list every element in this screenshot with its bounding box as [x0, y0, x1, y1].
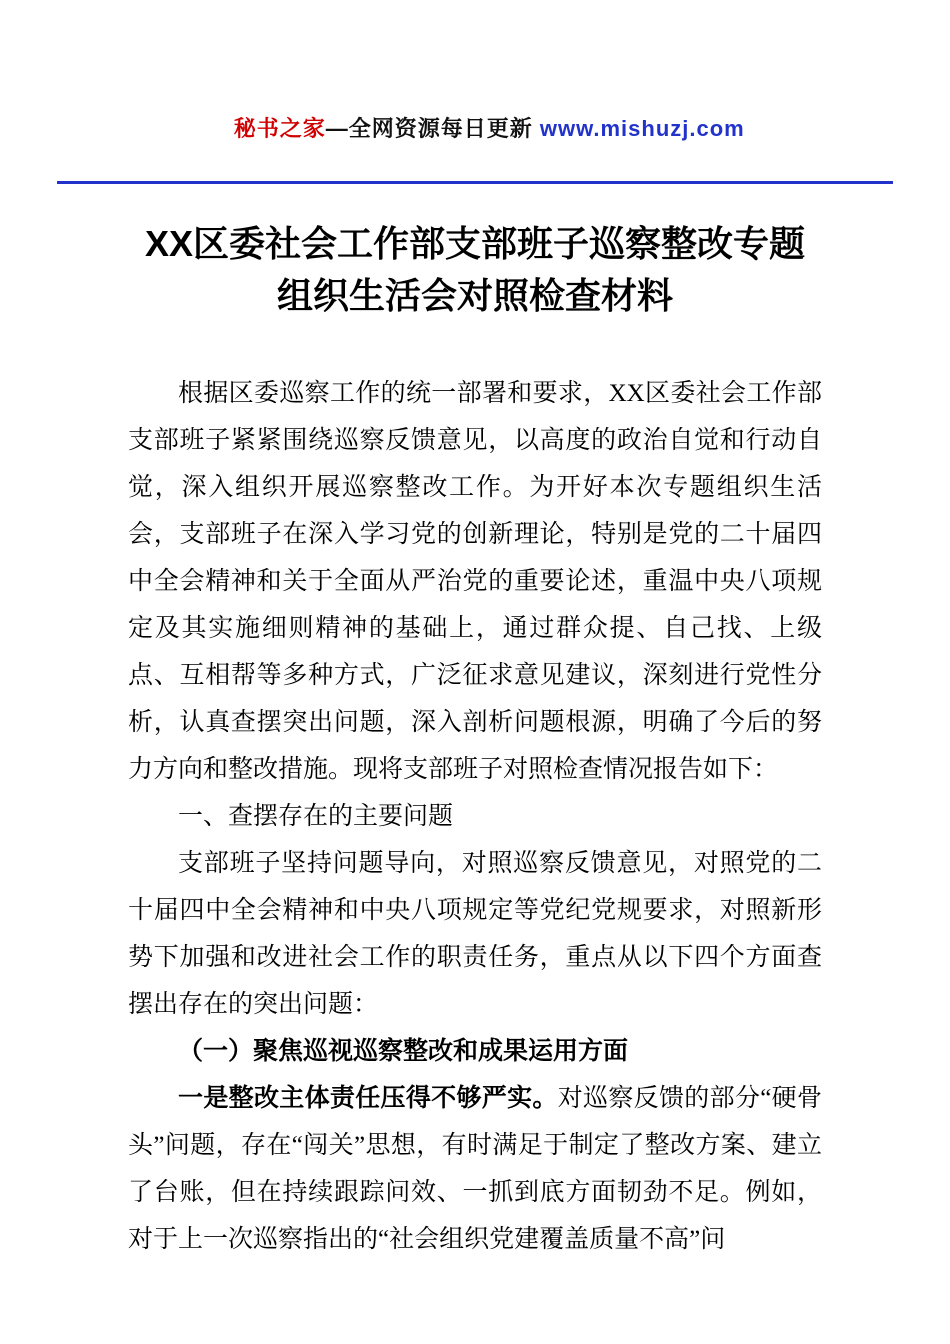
title-line-2: 组织生活会对照检查材料: [276, 275, 673, 316]
document-title: [0, 218, 950, 322]
section-heading: 一、查摆存在的主要问题: [178, 803, 454, 830]
site-name: 秘书之家: [233, 116, 326, 141]
header-divider: [57, 181, 893, 184]
title-line-1: XX区委社会工作部支部班子巡察整改专题: [144, 223, 806, 264]
paragraph-body: 对巡察反馈的部分“硬骨头”问题，存在“闯关”思想，有时满足于制定了整改方案、建立了台账，但在持续跟踪问效、一抓到底方面韧劲不足。例如，对于上一次巡察指出的“社会组织党建覆盖质量不高”问: [128, 1085, 822, 1253]
paragraph-lead: 一是整改主体责任压得不够严实。: [178, 1085, 558, 1112]
document-body: [128, 370, 822, 1263]
site-tagline: —全网资源每日更新: [325, 116, 540, 141]
subsection-heading: （一）聚焦巡视巡察整改和成果运用方面: [178, 1038, 629, 1065]
watermark-header: [0, 0, 950, 169]
paragraph-issue-one: [128, 1075, 822, 1263]
paragraph-intro: 根据区委巡察工作的统一部署和要求，XX区委社会工作部支部班子紧紧围绕巡察反馈意见，以高度的政治自觉和行动自觉，深入组织开展巡察整改工作。为开好本次专题组织生活会，支部班子在深入学习党的创新理论，特别是党的二十届四中全会精神和关于全面从严治党的重要论述，重温中央八项规定及其实施细则精神的基础上，通过群众提、自己找、上级点、互相帮等多种方式，广泛征求意见建议，深刻进行党性分析，认真查摆突出问题，深入剖析问题根源，明确了今后的努力方向和整改措施。现将支部班子对照检查情况报告如下：: [128, 380, 822, 783]
site-url: www.mishuzj.com: [539, 116, 745, 141]
paragraph-overview: 支部班子坚持问题导向，对照巡察反馈意见，对照党的二十届四中全会精神和中央八项规定等党纪党规要求，对照新形势下加强和改进社会工作的职责任务，重点从以下四个方面查摆出存在的突出问题：: [128, 850, 822, 1018]
